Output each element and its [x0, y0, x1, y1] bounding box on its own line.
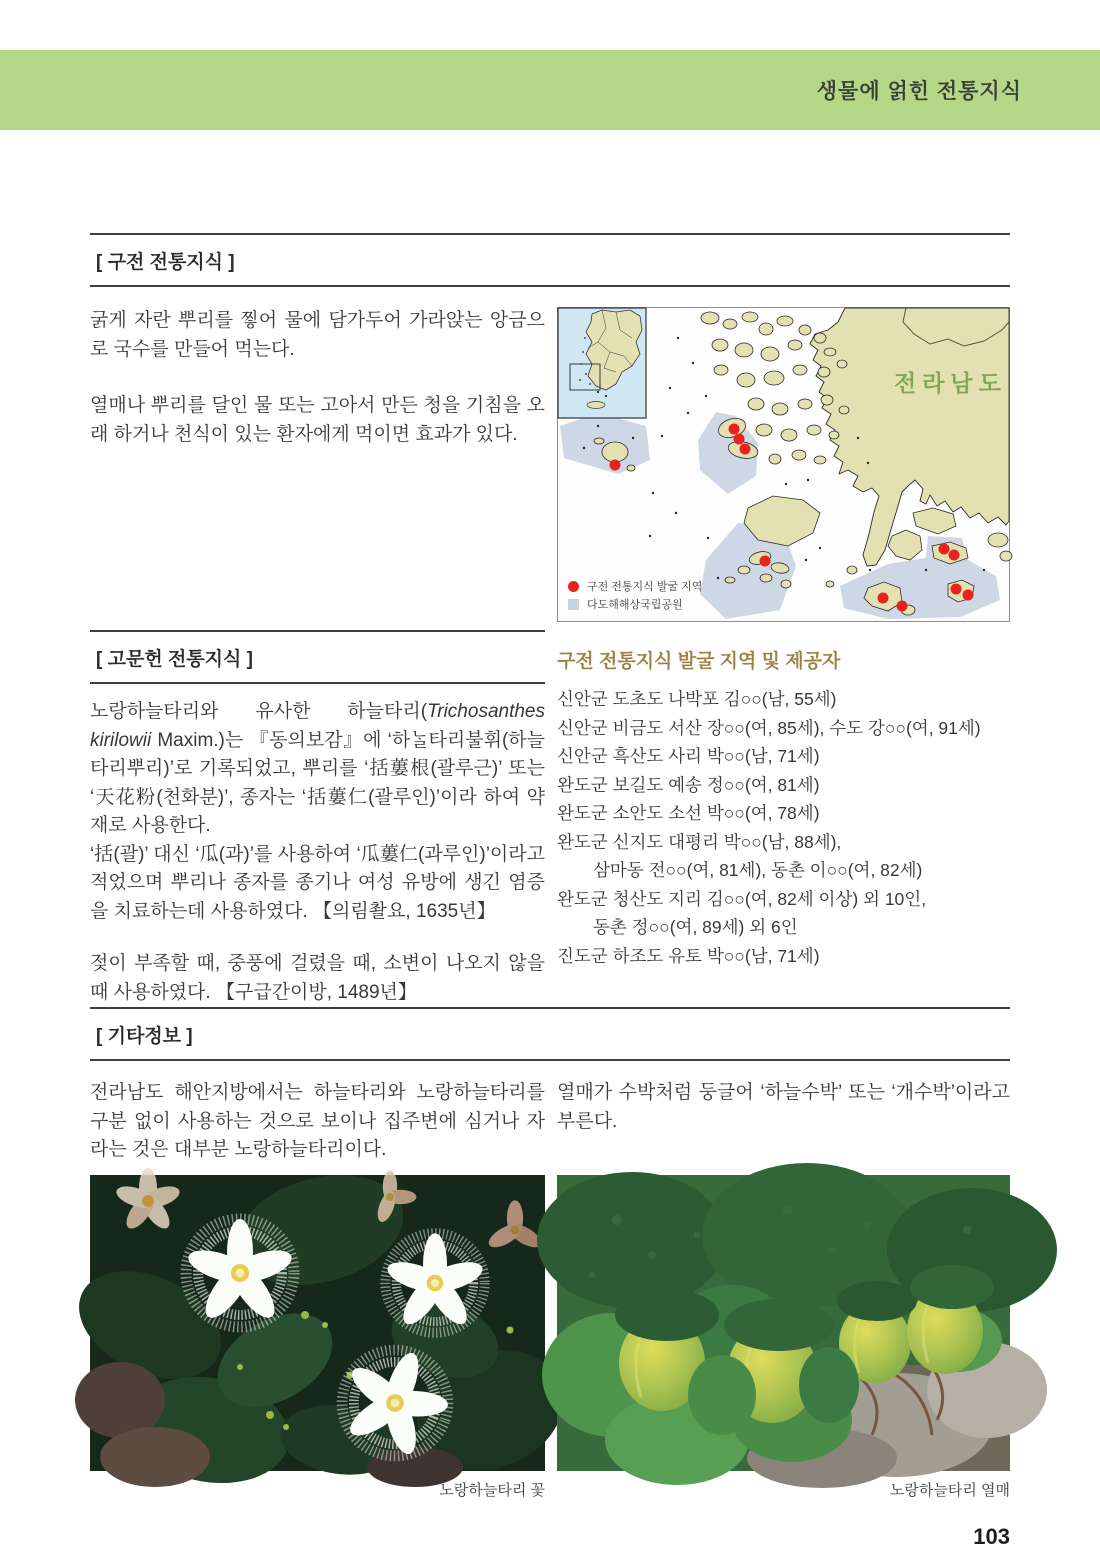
- map-base-illustration: [558, 308, 1009, 621]
- provider-item: 신안군 흑산도 사리 박○○(남, 71세): [557, 746, 820, 766]
- etc-left-column: [90, 1079, 545, 1165]
- map-legend: [568, 577, 702, 613]
- legend-survey-sites: 구전 전통지식 발굴 지역: [568, 577, 702, 595]
- literature-row: [90, 630, 1010, 1007]
- distribution-map: [557, 307, 1010, 622]
- oral-paragraph-1: 굵게 자란 뿌리를 찧어 물에 담가두어 가라앉는 앙금으로 국수를 만들어 먹는다.: [90, 310, 545, 360]
- literature-paragraph-1: 노랑하늘타리와 유사한 하늘타리(Trichosanthes kirilowii Maxim.)는 『동의보감』에 ‘하ᄂᆞᆯ타리불휘(하늘타리뿌리)’로 기록되었고, 뿌리를 ‘括蔞根(괄루근)’ 또는 ‘天花粉(천화분)’, 종자는 ‘括蔞仁(괄루인)’이라 하여 약재로 사용한다.: [90, 701, 545, 836]
- survey-dot: [740, 444, 751, 455]
- page-number: 103: [973, 1523, 1010, 1549]
- literature-paragraph-2: ‘括(괄)’ 대신 ‘瓜(과)’를 사용하여 ‘瓜蔞仁(과루인)’이라고 적었으며 뿌리나 종자를 종기나 여성 유방에 생긴 염증을 치료하는데 사용하였다. 【의림촬요, 1635년】: [90, 843, 545, 922]
- region-label: 전라남도: [894, 370, 1007, 396]
- etc-paragraph-right: 열매가 수박처럼 둥글어 ‘하늘수박’ 또는 ‘개수박’이라고 부른다.: [557, 1082, 1010, 1132]
- korea-inset-map: [558, 308, 646, 418]
- map-column: [557, 307, 1010, 622]
- section-oral-title: [ 구전 전통지식 ]: [96, 252, 235, 273]
- scientific-name: Trichosanthes kirilowii: [90, 701, 545, 751]
- provider-item: 신안군 도초도 나박포 김○○(남, 55세): [557, 689, 837, 709]
- etc-right-column: [557, 1079, 1010, 1165]
- provider-item: 완도군 보길도 예송 정○○(여, 81세): [557, 774, 820, 795]
- survey-dot: [939, 544, 950, 555]
- section-etc-header: [90, 1007, 1010, 1061]
- oral-text-column: [90, 307, 545, 622]
- survey-dot: [949, 550, 960, 561]
- providers-block: [557, 630, 1010, 970]
- providers-column: [557, 630, 1010, 1007]
- page-header-band: [0, 50, 1100, 130]
- providers-title: 구전 전통지식 발굴 지역 및 제공자: [557, 651, 841, 672]
- survey-dot: [734, 434, 745, 445]
- section-literature-header: [90, 630, 545, 684]
- section-literature-title: [ 고문헌 전통지식 ]: [96, 649, 253, 670]
- section-etc-title: [ 기타정보 ]: [96, 1026, 193, 1047]
- provider-item: 완도군 소안도 소선 박○○(여, 78세): [557, 803, 820, 823]
- survey-dot: [897, 601, 908, 612]
- legend-marine-park: 다도해해상국립공원: [568, 595, 702, 613]
- page-content: [90, 233, 1010, 1550]
- photo-row: [90, 1175, 1010, 1471]
- page-header-title: 생물에 얽힌 전통지식: [816, 80, 1022, 103]
- flower-photo-illustration: [90, 1175, 545, 1471]
- provider-item: 삼마동 전○○(여, 81세), 동촌 이○○(여, 82세): [593, 860, 923, 880]
- caption-row: [90, 1479, 1010, 1500]
- section-oral-header: [90, 233, 1010, 287]
- fruit-photo-illustration: [557, 1175, 1010, 1471]
- survey-dot: [610, 460, 621, 471]
- flower-photo: [90, 1175, 545, 1471]
- etc-paragraph-left: 전라남도 해안지방에서는 하늘타리와 노랑하늘타리를 구분 없이 사용하는 것으로 보이나 집주변에 심거나 자라는 것은 대부분 노랑하늘타리이다.: [90, 1082, 545, 1160]
- provider-item: 완도군 청산도 지리 김○○(여, 82세 이상) 외 10인,: [557, 888, 927, 909]
- oral-paragraph-2: 열매나 뿌리를 달인 물 또는 고아서 만든 청을 기침을 오래 하거나 천식이 있는 환자에게 먹이면 효과가 있다.: [90, 395, 545, 445]
- provider-item: 신안군 비금도 서산 장○○(여, 85세), 수도 강○○(여, 91세): [557, 717, 981, 738]
- provider-item: 완도군 신지도 대평리 박○○(남, 88세),: [557, 831, 842, 852]
- legend-park-swatch-icon: [568, 599, 579, 610]
- fruit-photo: [557, 1175, 1010, 1471]
- etc-row: [90, 1079, 1010, 1165]
- survey-dot: [963, 590, 974, 601]
- survey-dot: [729, 424, 740, 435]
- provider-item: 진도군 하조도 유토 박○○(남, 71세): [557, 945, 820, 966]
- provider-item: 동촌 정○○(여, 89세) 외 6인: [593, 917, 798, 937]
- legend-red-dot-icon: [568, 581, 579, 592]
- literature-paragraph-3: 젖이 부족할 때, 중풍에 걸렸을 때, 소변이 나오지 않을 때 사용하였다. 【구급간이방, 1489년】: [90, 953, 545, 1003]
- oral-row: [90, 307, 1010, 622]
- survey-dot: [760, 556, 771, 567]
- fruit-caption: 노랑하늘타리 열매: [889, 1481, 1010, 1499]
- literature-column: [90, 630, 545, 1007]
- providers-list: [557, 685, 1010, 970]
- survey-dot: [951, 584, 962, 595]
- flower-caption: 노랑하늘타리 꽃: [439, 1481, 545, 1499]
- survey-dot: [878, 593, 889, 604]
